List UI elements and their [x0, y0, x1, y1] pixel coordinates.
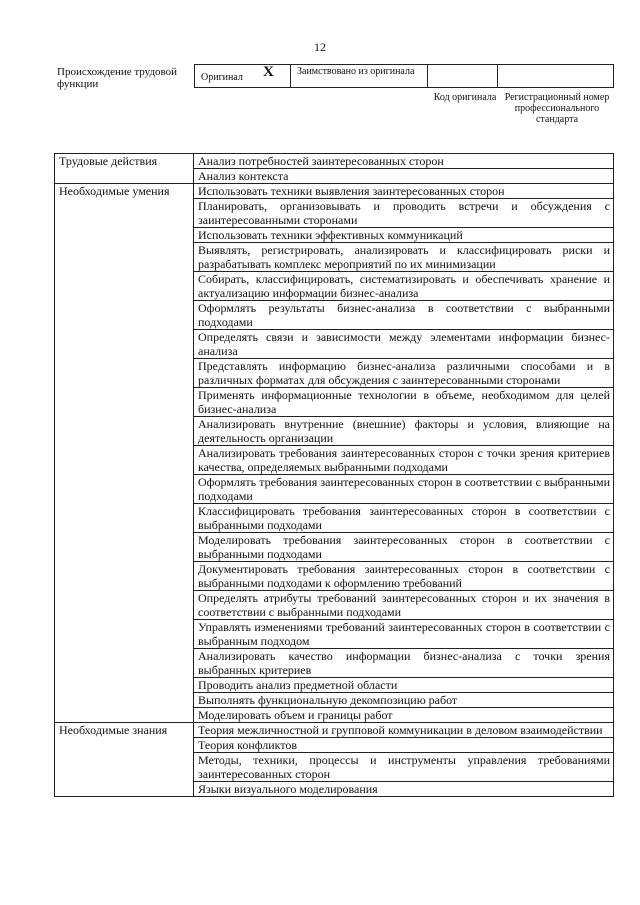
description-cell: Выявлять, регистрировать, анализировать и классифицировать риски и разрабатывать комплекс мероприятий по их минимизации	[194, 243, 614, 272]
description-cell: Планировать, организовывать и проводить встречи и обсуждения с заинтересованными сторонами	[194, 199, 614, 228]
category-cell: Трудовые действия	[55, 154, 194, 184]
description-cell: Классифицировать требования заинтересованных сторон в соответствии с выбранными подходами	[194, 504, 614, 533]
borrowed-label: Заимствовано из оригинала	[291, 65, 428, 87]
description-cell: Моделировать требования заинтересованных сторон в соответствии с выбранными подходами	[194, 533, 614, 562]
page-number: 12	[314, 40, 326, 54]
description-cell: Применять информационные технологии в объеме, необходимом для целей бизнес-анализа	[194, 388, 614, 417]
description-cell: Анализировать качество информации бизнес-анализа с точки зрения выбранных критериев	[194, 649, 614, 678]
description-cell: Оформлять результаты бизнес-анализа в соответствии с выбранными подходами	[194, 301, 614, 330]
description-cell: Использовать техники эффективных коммуникаций	[194, 228, 614, 243]
description-cell: Проводить анализ предметной области	[194, 678, 614, 693]
description-cell: Использовать техники выявления заинтересованных сторон	[194, 184, 614, 199]
code-caption: Код оригинала	[433, 92, 497, 103]
description-cell: Анализ потребностей заинтересованных сторон	[194, 154, 614, 169]
description-cell: Документировать требования заинтересованных сторон в соответствии с выбранными подходами к оформлению требований	[194, 562, 614, 591]
table-row	[55, 184, 614, 199]
description-cell: Определять атрибуты требований заинтересованных сторон и их значения в соответствии с выбранными подходами	[194, 591, 614, 620]
description-cell: Анализ контекста	[194, 169, 614, 184]
description-cell: Моделировать объем и границы работ	[194, 708, 614, 723]
origin-label: Происхождение трудовой функции	[57, 66, 178, 90]
original-mark: X	[263, 64, 274, 80]
description-cell: Теория конфликтов	[194, 738, 614, 753]
description-cell: Определять связи и зависимости между элементами информации бизнес-анализа	[194, 330, 614, 359]
description-cell: Языки визуального моделирования	[194, 782, 614, 797]
category-cell: Необходимые умения	[55, 184, 194, 723]
registration-cell	[498, 65, 613, 87]
description-cell: Управлять изменениями требований заинтересованных сторон в соответствии с выбранным подходом	[194, 620, 614, 649]
original-label: Оригинал	[201, 72, 243, 83]
functions-table	[54, 153, 614, 797]
registration-caption: Регистрационный номер профессионального стандарта	[504, 92, 610, 125]
description-cell: Теория межличностной и групповой коммуникации в деловом взаимодействии	[194, 723, 614, 738]
description-cell: Анализировать требования заинтересованных сторон с точки зрения критериев качества, определяемых выбранными подходами	[194, 446, 614, 475]
code-cell	[428, 65, 498, 87]
description-cell: Оформлять требования заинтересованных сторон в соответствии с выбранными подходами	[194, 475, 614, 504]
table-row	[55, 154, 614, 169]
category-cell: Необходимые знания	[55, 723, 194, 797]
description-cell: Методы, техники, процессы и инструменты управления требованиями заинтересованных сторон	[194, 753, 614, 782]
table-row	[55, 723, 614, 738]
description-cell: Представлять информацию бизнес-анализа различными способами и в различных форматах для обсуждения с заинтересованными сторонами	[194, 359, 614, 388]
original-cell	[195, 65, 291, 87]
origin-box	[194, 64, 614, 88]
description-cell: Анализировать внутренние (внешние) факторы и условия, влияющие на деятельность организации	[194, 417, 614, 446]
description-cell: Собирать, классифицировать, систематизировать и обеспечивать хранение и актуализацию информации бизнес-анализа	[194, 272, 614, 301]
description-cell: Выполнять функциональную декомпозицию работ	[194, 693, 614, 708]
